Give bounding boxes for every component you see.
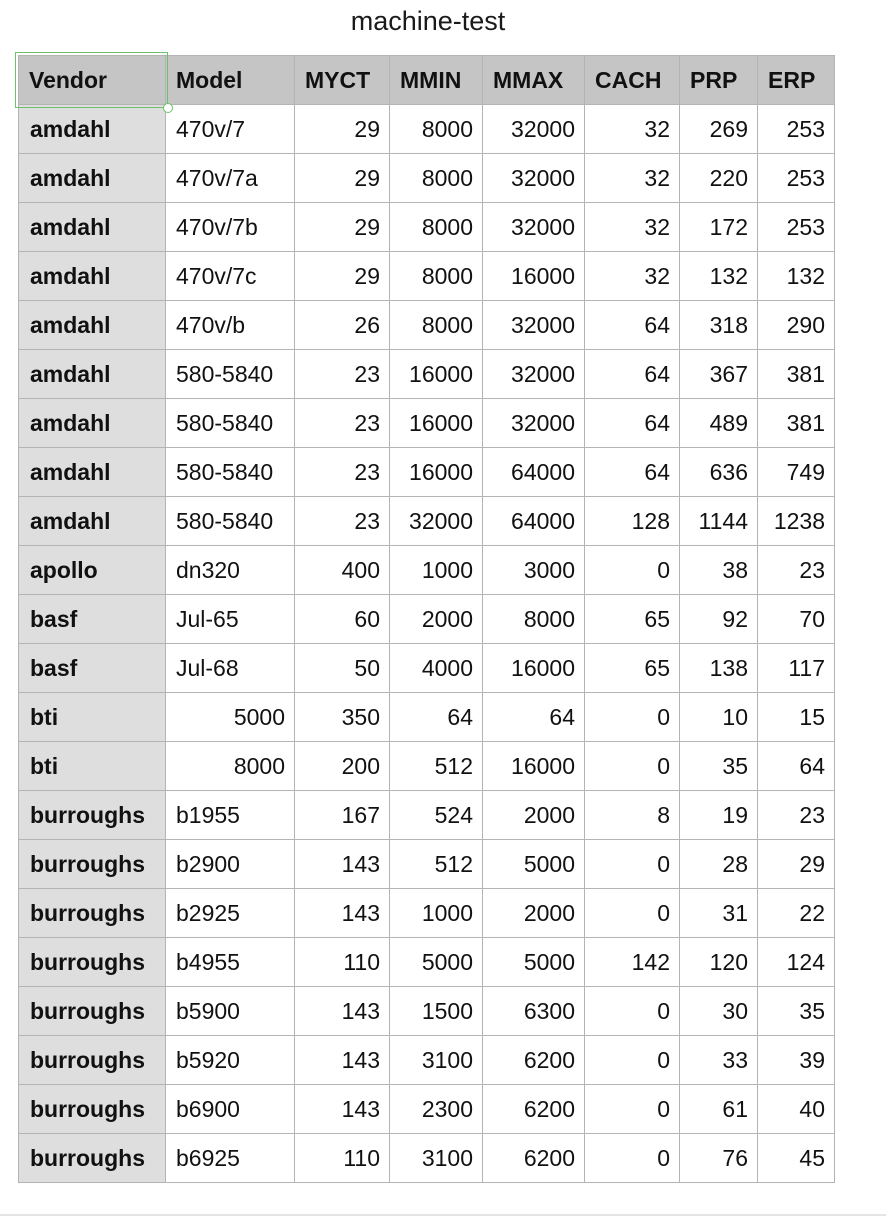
cell-erp[interactable]: 749 bbox=[758, 448, 835, 497]
cell-cach[interactable]: 65 bbox=[585, 595, 680, 644]
cell-prp[interactable]: 220 bbox=[680, 154, 758, 203]
column-header-vendor[interactable]: Vendor bbox=[19, 56, 166, 105]
cell-myct[interactable]: 400 bbox=[295, 546, 390, 595]
cell-cach[interactable]: 0 bbox=[585, 1036, 680, 1085]
cell-vendor[interactable]: amdahl bbox=[19, 105, 166, 154]
cell-vendor[interactable]: amdahl bbox=[19, 203, 166, 252]
cell-myct[interactable]: 110 bbox=[295, 938, 390, 987]
table-row bbox=[19, 938, 835, 987]
cell-vendor[interactable]: bti bbox=[19, 693, 166, 742]
cell-myct[interactable]: 23 bbox=[295, 350, 390, 399]
cell-myct[interactable]: 23 bbox=[295, 497, 390, 546]
cell-vendor[interactable]: amdahl bbox=[19, 448, 166, 497]
column-header-mmin[interactable]: MMIN bbox=[390, 56, 483, 105]
cell-myct[interactable]: 50 bbox=[295, 644, 390, 693]
cell-prp[interactable]: 38 bbox=[680, 546, 758, 595]
cell-myct[interactable]: 60 bbox=[295, 595, 390, 644]
cell-myct[interactable]: 110 bbox=[295, 1134, 390, 1183]
cell-myct[interactable]: 350 bbox=[295, 693, 390, 742]
cell-myct[interactable]: 143 bbox=[295, 840, 390, 889]
cell-erp[interactable]: 253 bbox=[758, 154, 835, 203]
cell-mmin[interactable]: 1500 bbox=[390, 987, 483, 1036]
cell-vendor[interactable]: apollo bbox=[19, 546, 166, 595]
sheet-title[interactable]: machine-test bbox=[350, 6, 506, 36]
cell-cach[interactable]: 64 bbox=[585, 350, 680, 399]
cell-erp[interactable]: 64 bbox=[758, 742, 835, 791]
cell-prp[interactable]: 33 bbox=[680, 1036, 758, 1085]
selection-fill-handle[interactable] bbox=[163, 103, 173, 113]
cell-vendor[interactable]: burroughs bbox=[19, 840, 166, 889]
cell-prp[interactable]: 76 bbox=[680, 1134, 758, 1183]
cell-mmin[interactable]: 1000 bbox=[390, 546, 483, 595]
table-row bbox=[19, 742, 835, 791]
table-body bbox=[19, 105, 835, 1183]
table-row bbox=[19, 203, 835, 252]
cell-mmin[interactable]: 512 bbox=[390, 742, 483, 791]
cell-mmin[interactable]: 32000 bbox=[390, 497, 483, 546]
cell-erp[interactable]: 45 bbox=[758, 1134, 835, 1183]
cell-vendor[interactable]: amdahl bbox=[19, 497, 166, 546]
cell-cach[interactable]: 0 bbox=[585, 546, 680, 595]
cell-cach[interactable]: 32 bbox=[585, 154, 680, 203]
cell-prp[interactable]: 636 bbox=[680, 448, 758, 497]
cell-mmax[interactable]: 3000 bbox=[483, 546, 585, 595]
cell-prp[interactable]: 1144 bbox=[680, 497, 758, 546]
column-header-myct[interactable]: MYCT bbox=[295, 56, 390, 105]
cell-vendor[interactable]: amdahl bbox=[19, 301, 166, 350]
cell-mmax[interactable]: 6200 bbox=[483, 1036, 585, 1085]
cell-vendor[interactable]: amdahl bbox=[19, 154, 166, 203]
cell-erp[interactable]: 22 bbox=[758, 889, 835, 938]
cell-mmax[interactable]: 32000 bbox=[483, 105, 585, 154]
cell-mmin[interactable]: 5000 bbox=[390, 938, 483, 987]
cell-mmax[interactable]: 32000 bbox=[483, 350, 585, 399]
cell-vendor[interactable]: basf bbox=[19, 595, 166, 644]
cell-mmax[interactable]: 5000 bbox=[483, 938, 585, 987]
cell-cach[interactable]: 0 bbox=[585, 840, 680, 889]
cell-mmax[interactable]: 2000 bbox=[483, 791, 585, 840]
cell-vendor[interactable]: burroughs bbox=[19, 987, 166, 1036]
table-row bbox=[19, 987, 835, 1036]
table-row bbox=[19, 644, 835, 693]
cell-erp[interactable]: 290 bbox=[758, 301, 835, 350]
cell-mmax[interactable]: 6200 bbox=[483, 1085, 585, 1134]
cell-prp[interactable]: 28 bbox=[680, 840, 758, 889]
cell-prp[interactable]: 35 bbox=[680, 742, 758, 791]
cell-mmax[interactable]: 2000 bbox=[483, 889, 585, 938]
cell-model[interactable]: b4955 bbox=[166, 938, 295, 987]
cell-prp[interactable]: 367 bbox=[680, 350, 758, 399]
cell-model[interactable]: 470v/b bbox=[166, 301, 295, 350]
cell-prp[interactable]: 10 bbox=[680, 693, 758, 742]
cell-prp[interactable]: 138 bbox=[680, 644, 758, 693]
cell-cach[interactable]: 0 bbox=[585, 987, 680, 1036]
cell-prp[interactable]: 30 bbox=[680, 987, 758, 1036]
cell-vendor[interactable]: burroughs bbox=[19, 1134, 166, 1183]
cell-mmin[interactable]: 3100 bbox=[390, 1134, 483, 1183]
table-row bbox=[19, 154, 835, 203]
cell-prp[interactable]: 19 bbox=[680, 791, 758, 840]
cell-mmin[interactable]: 8000 bbox=[390, 301, 483, 350]
cell-mmax[interactable]: 6300 bbox=[483, 987, 585, 1036]
column-header-mmax[interactable]: MMAX bbox=[483, 56, 585, 105]
cell-mmin[interactable]: 8000 bbox=[390, 105, 483, 154]
table-row bbox=[19, 1085, 835, 1134]
cell-model[interactable]: dn320 bbox=[166, 546, 295, 595]
cell-mmin[interactable]: 2300 bbox=[390, 1085, 483, 1134]
table-row bbox=[19, 889, 835, 938]
cell-mmin[interactable]: 512 bbox=[390, 840, 483, 889]
cell-erp[interactable]: 23 bbox=[758, 791, 835, 840]
table-row bbox=[19, 399, 835, 448]
cell-prp[interactable]: 172 bbox=[680, 203, 758, 252]
cell-vendor[interactable]: amdahl bbox=[19, 399, 166, 448]
cell-mmax[interactable]: 64000 bbox=[483, 497, 585, 546]
cell-model[interactable]: b6900 bbox=[166, 1085, 295, 1134]
cell-myct[interactable]: 23 bbox=[295, 448, 390, 497]
table-row bbox=[19, 252, 835, 301]
cell-prp[interactable]: 489 bbox=[680, 399, 758, 448]
cell-model[interactable]: b1955 bbox=[166, 791, 295, 840]
cell-myct[interactable]: 29 bbox=[295, 252, 390, 301]
cell-prp[interactable]: 31 bbox=[680, 889, 758, 938]
table-row bbox=[19, 595, 835, 644]
cell-mmin[interactable]: 8000 bbox=[390, 154, 483, 203]
cell-erp[interactable]: 381 bbox=[758, 399, 835, 448]
cell-erp[interactable]: 35 bbox=[758, 987, 835, 1036]
cell-myct[interactable]: 29 bbox=[295, 154, 390, 203]
table-row bbox=[19, 840, 835, 889]
cell-mmax[interactable]: 32000 bbox=[483, 399, 585, 448]
cell-model[interactable]: 470v/7 bbox=[166, 105, 295, 154]
cell-mmin[interactable]: 64 bbox=[390, 693, 483, 742]
cell-model[interactable]: 470v/7b bbox=[166, 203, 295, 252]
cell-mmin[interactable]: 16000 bbox=[390, 448, 483, 497]
cell-vendor[interactable]: burroughs bbox=[19, 889, 166, 938]
cell-erp[interactable]: 29 bbox=[758, 840, 835, 889]
cell-mmin[interactable]: 524 bbox=[390, 791, 483, 840]
cell-mmin[interactable]: 8000 bbox=[390, 252, 483, 301]
cell-erp[interactable]: 117 bbox=[758, 644, 835, 693]
cell-prp[interactable]: 120 bbox=[680, 938, 758, 987]
table-row bbox=[19, 497, 835, 546]
table-row bbox=[19, 791, 835, 840]
cell-cach[interactable]: 32 bbox=[585, 203, 680, 252]
cell-mmin[interactable]: 16000 bbox=[390, 350, 483, 399]
table-row bbox=[19, 546, 835, 595]
cell-myct[interactable]: 200 bbox=[295, 742, 390, 791]
column-header-model[interactable]: Model bbox=[166, 56, 295, 105]
cell-mmax[interactable]: 32000 bbox=[483, 154, 585, 203]
cell-erp[interactable]: 1238 bbox=[758, 497, 835, 546]
cell-mmax[interactable]: 8000 bbox=[483, 595, 585, 644]
table-row bbox=[19, 1036, 835, 1085]
cell-myct[interactable]: 143 bbox=[295, 987, 390, 1036]
cell-model[interactable]: 580-5840 bbox=[166, 497, 295, 546]
cell-cach[interactable]: 0 bbox=[585, 742, 680, 791]
cell-cach[interactable]: 32 bbox=[585, 105, 680, 154]
cell-mmin[interactable]: 2000 bbox=[390, 595, 483, 644]
cell-mmax[interactable]: 64 bbox=[483, 693, 585, 742]
cell-myct[interactable]: 29 bbox=[295, 105, 390, 154]
table-row bbox=[19, 693, 835, 742]
table-row bbox=[19, 105, 835, 154]
cell-erp[interactable]: 253 bbox=[758, 105, 835, 154]
cell-model[interactable]: b2900 bbox=[166, 840, 295, 889]
cell-prp[interactable]: 92 bbox=[680, 595, 758, 644]
table-row bbox=[19, 448, 835, 497]
column-header-prp[interactable]: PRP bbox=[680, 56, 758, 105]
data-table bbox=[18, 55, 835, 1183]
table-row bbox=[19, 350, 835, 399]
cell-model[interactable]: Jul-65 bbox=[166, 595, 295, 644]
cell-model[interactable]: 5000 bbox=[166, 693, 295, 742]
cell-vendor[interactable]: bti bbox=[19, 742, 166, 791]
cell-vendor[interactable]: burroughs bbox=[19, 938, 166, 987]
cell-mmin[interactable]: 3100 bbox=[390, 1036, 483, 1085]
cell-erp[interactable]: 39 bbox=[758, 1036, 835, 1085]
cell-mmin[interactable]: 1000 bbox=[390, 889, 483, 938]
cell-myct[interactable]: 26 bbox=[295, 301, 390, 350]
cell-prp[interactable]: 318 bbox=[680, 301, 758, 350]
cell-mmin[interactable]: 16000 bbox=[390, 399, 483, 448]
cell-myct[interactable]: 167 bbox=[295, 791, 390, 840]
cell-cach[interactable]: 0 bbox=[585, 1085, 680, 1134]
cell-myct[interactable]: 29 bbox=[295, 203, 390, 252]
cell-model[interactable]: 8000 bbox=[166, 742, 295, 791]
cell-cach[interactable]: 32 bbox=[585, 252, 680, 301]
cell-model[interactable]: 580-5840 bbox=[166, 350, 295, 399]
cell-mmin[interactable]: 4000 bbox=[390, 644, 483, 693]
cell-erp[interactable]: 23 bbox=[758, 546, 835, 595]
cell-cach[interactable]: 142 bbox=[585, 938, 680, 987]
cell-cach[interactable]: 64 bbox=[585, 448, 680, 497]
cell-model[interactable]: b5900 bbox=[166, 987, 295, 1036]
cell-model[interactable]: 580-5840 bbox=[166, 399, 295, 448]
cell-model[interactable]: b6925 bbox=[166, 1134, 295, 1183]
cell-model[interactable]: 470v/7c bbox=[166, 252, 295, 301]
column-header-cach[interactable]: CACH bbox=[585, 56, 680, 105]
cell-cach[interactable]: 128 bbox=[585, 497, 680, 546]
cell-erp[interactable]: 15 bbox=[758, 693, 835, 742]
cell-cach[interactable]: 64 bbox=[585, 399, 680, 448]
cell-prp[interactable]: 269 bbox=[680, 105, 758, 154]
cell-myct[interactable]: 143 bbox=[295, 1085, 390, 1134]
cell-mmax[interactable]: 6200 bbox=[483, 1134, 585, 1183]
cell-model[interactable]: Jul-68 bbox=[166, 644, 295, 693]
cell-mmax[interactable]: 64000 bbox=[483, 448, 585, 497]
header-row bbox=[19, 56, 835, 105]
cell-vendor[interactable]: burroughs bbox=[19, 1085, 166, 1134]
cell-mmax[interactable]: 16000 bbox=[483, 252, 585, 301]
cell-model[interactable]: 470v/7a bbox=[166, 154, 295, 203]
cell-vendor[interactable]: amdahl bbox=[19, 252, 166, 301]
cell-erp[interactable]: 70 bbox=[758, 595, 835, 644]
cell-erp[interactable]: 40 bbox=[758, 1085, 835, 1134]
cell-cach[interactable]: 0 bbox=[585, 889, 680, 938]
cell-mmax[interactable]: 16000 bbox=[483, 742, 585, 791]
cell-vendor[interactable]: burroughs bbox=[19, 791, 166, 840]
cell-prp[interactable]: 132 bbox=[680, 252, 758, 301]
cell-cach[interactable]: 64 bbox=[585, 301, 680, 350]
cell-cach[interactable]: 0 bbox=[585, 693, 680, 742]
cell-cach[interactable]: 8 bbox=[585, 791, 680, 840]
cell-erp[interactable]: 253 bbox=[758, 203, 835, 252]
table-row bbox=[19, 1134, 835, 1183]
table-row bbox=[19, 301, 835, 350]
cell-myct[interactable]: 143 bbox=[295, 1036, 390, 1085]
cell-myct[interactable]: 23 bbox=[295, 399, 390, 448]
cell-erp[interactable]: 381 bbox=[758, 350, 835, 399]
cell-model[interactable]: b5920 bbox=[166, 1036, 295, 1085]
cell-prp[interactable]: 61 bbox=[680, 1085, 758, 1134]
cell-vendor[interactable]: amdahl bbox=[19, 350, 166, 399]
cell-vendor[interactable]: burroughs bbox=[19, 1036, 166, 1085]
cell-vendor[interactable]: basf bbox=[19, 644, 166, 693]
cell-model[interactable]: b2925 bbox=[166, 889, 295, 938]
cell-cach[interactable]: 0 bbox=[585, 1134, 680, 1183]
cell-erp[interactable]: 124 bbox=[758, 938, 835, 987]
cell-erp[interactable]: 132 bbox=[758, 252, 835, 301]
cell-mmax[interactable]: 32000 bbox=[483, 203, 585, 252]
cell-mmax[interactable]: 5000 bbox=[483, 840, 585, 889]
cell-mmax[interactable]: 16000 bbox=[483, 644, 585, 693]
cell-cach[interactable]: 65 bbox=[585, 644, 680, 693]
cell-myct[interactable]: 143 bbox=[295, 889, 390, 938]
cell-model[interactable]: 580-5840 bbox=[166, 448, 295, 497]
cell-mmax[interactable]: 32000 bbox=[483, 301, 585, 350]
column-header-erp[interactable]: ERP bbox=[758, 56, 835, 105]
cell-mmin[interactable]: 8000 bbox=[390, 203, 483, 252]
